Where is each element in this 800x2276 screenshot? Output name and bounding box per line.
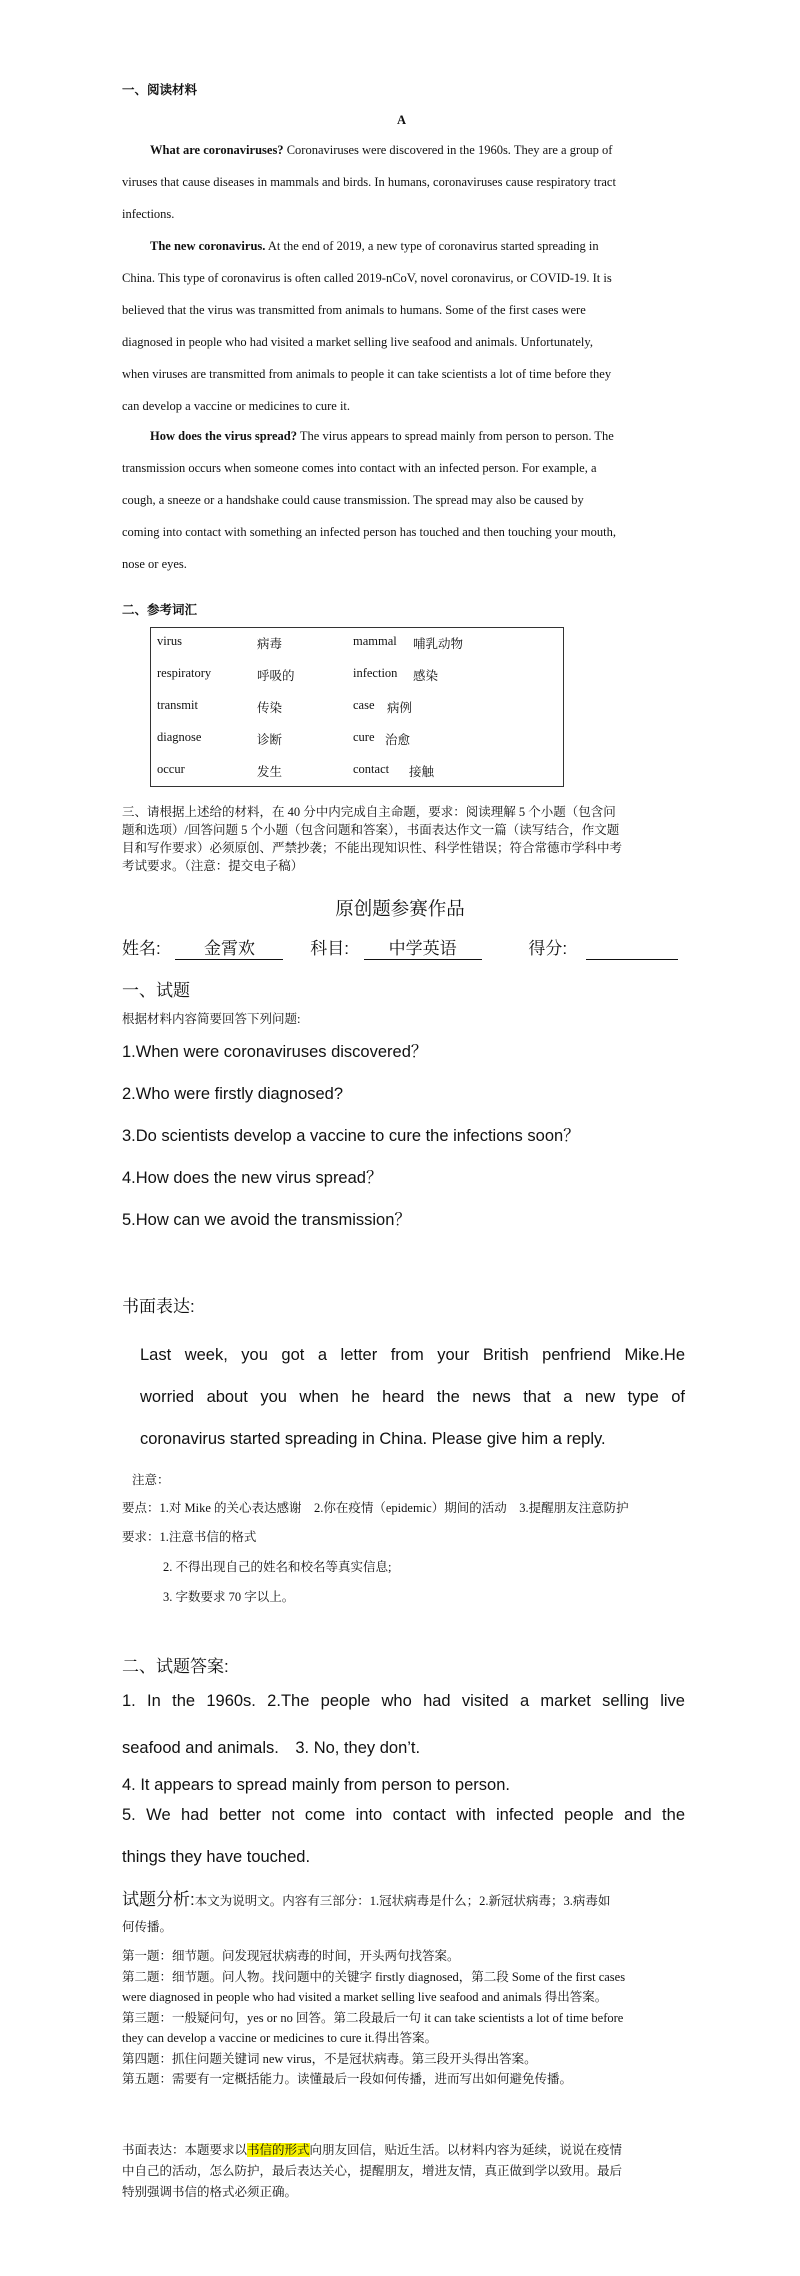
score-label: 得分: bbox=[528, 939, 568, 958]
analysis-intro-line: 何传播。 bbox=[122, 1920, 173, 1934]
points-line: 要点：1.对 Mike 的关心表达感谢 2.你在疫情（epidemic）期间的活动 3.提醒朋友注意防护 bbox=[122, 1501, 629, 1515]
analysis-line: 第三题：一般疑问句，yes or no 回答。第二段最后一句 it can take scientists a lot of time before bbox=[122, 2010, 624, 2025]
writing-line: worried about you when he heard the news that a new type of bbox=[140, 1388, 685, 1406]
vocab-en: infection bbox=[353, 666, 398, 680]
entry-meta bbox=[122, 934, 678, 960]
writing-title: 书面表达: bbox=[122, 1297, 195, 1316]
vocab-zh: 传染 bbox=[257, 701, 283, 715]
paragraph-3-line: nose or eyes. bbox=[122, 557, 187, 571]
requirement-line: 要求：1.注意书信的格式 bbox=[122, 1530, 257, 1544]
paragraph-1 bbox=[122, 134, 682, 230]
paragraph-2-line: China. This type of coronavirus is often called 2019-nCoV, novel coronavirus, or COVID-19. It is bbox=[122, 271, 612, 285]
answer-line: things they have touched. bbox=[122, 1848, 311, 1866]
writing-analysis-line: 特别强调书信的格式必须正确。 bbox=[122, 2185, 298, 2199]
vocab-zh: 感染 bbox=[413, 669, 439, 683]
vocab-zh: 病毒 bbox=[257, 637, 283, 651]
questions-title: 一、试题 bbox=[122, 981, 190, 1000]
question: 3.Do scientists develop a vaccine to cure the infections soon？ bbox=[122, 1127, 580, 1145]
vocab-en: transmit bbox=[157, 698, 198, 712]
name-value: 金霄欢 bbox=[175, 934, 283, 960]
vocab-en: virus bbox=[157, 634, 182, 648]
paragraph-2-line: believed that the virus was transmitted from animals to humans. Some of the first cases were bbox=[122, 303, 586, 317]
answer-line: 1. In the 1960s. 2.The people who had visited a market selling live bbox=[122, 1692, 685, 1710]
answer-line: 5. We had better not come into contact with infected people and the bbox=[122, 1806, 685, 1824]
vocab-zh: 接触 bbox=[409, 765, 435, 779]
paragraph-1-lead: What are coronaviruses? bbox=[150, 143, 284, 157]
question: 4.How does the new virus spread？ bbox=[122, 1169, 383, 1187]
question: 1.When were coronaviruses discovered？ bbox=[122, 1043, 428, 1061]
paragraph-2 bbox=[122, 230, 682, 422]
writing-analysis-rest: 向朋友回信，贴近生活。以材料内容为延续，说说在疫情 bbox=[309, 2143, 623, 2157]
paragraph-2-lead: The new coronavirus. bbox=[150, 239, 266, 253]
answer-line: 4. It appears to spread mainly from person to person. bbox=[122, 1776, 510, 1794]
section2-title: 二、参考词汇 bbox=[122, 603, 198, 617]
questions-intro: 根据材料内容简要回答下列问题: bbox=[122, 1012, 301, 1026]
notice-label: 注意： bbox=[132, 1473, 170, 1487]
paragraph-2-line: At the end of 2019, a new type of coronavirus started spreading in bbox=[265, 239, 599, 253]
vocab-en: case bbox=[353, 698, 375, 712]
subject-value: 中学英语 bbox=[364, 934, 482, 960]
analysis-title: 试题分析: bbox=[122, 1890, 195, 1909]
writing-analysis bbox=[122, 2140, 692, 2203]
analysis-intro bbox=[122, 1890, 692, 1937]
instructions bbox=[122, 803, 692, 875]
analysis-line: 第四题：抓住问题关键词 new virus，不是冠状病毒。第三段开头得出答案。 bbox=[122, 2051, 537, 2066]
instruction-line: 题和选项）/回答问题 5 个小题（包含问题和答案），书面表达作文一篇（读写结合，作文题 bbox=[122, 823, 620, 837]
vocab-en: diagnose bbox=[157, 730, 202, 744]
paragraph-3-line: coming into contact with something an infected person has touched and then touching your mouth, bbox=[122, 525, 616, 539]
analysis-intro-line: 本文为说明文。内容有三部分：1.冠状病毒是什么；2.新冠状病毒；3.病毒如 bbox=[194, 1894, 611, 1908]
vocab-row bbox=[151, 730, 563, 750]
writing-analysis-line: 中自己的活动，怎么防护，最后表达关心，提醒朋友，增进友情，真正做到学以致用。最后 bbox=[122, 2164, 623, 2178]
paragraph-3-line: The virus appears to spread mainly from person to person. The bbox=[297, 429, 614, 443]
vocab-en: respiratory bbox=[157, 666, 212, 680]
vocab-row bbox=[151, 698, 563, 718]
analysis-line: they can develop a vaccine or medicines to cure it.得出答案。 bbox=[122, 2031, 438, 2045]
vocab-zh: 哺乳动物 bbox=[413, 637, 464, 651]
paragraph-1-line: viruses that cause diseases in mammals and birds. In humans, coronaviruses cause respiratory tract bbox=[122, 175, 616, 189]
paragraph-3-lead: How does the virus spread? bbox=[150, 429, 298, 443]
analysis-line: 第五题：需要有一定概括能力。读懂最后一段如何传播，进而写出如何避免传播。 bbox=[122, 2072, 573, 2086]
requirement-line: 2. 不得出现自己的姓名和校名等真实信息; bbox=[163, 1560, 392, 1574]
score-blank bbox=[586, 939, 678, 960]
vocab-zh: 病例 bbox=[387, 701, 413, 715]
analysis-line: 第一题：细节题。问发现冠状病毒的时间，开头两句找答案。 bbox=[122, 1949, 460, 1963]
writing-analysis-prefix: 书面表达：本题要求以 bbox=[122, 2143, 248, 2157]
instruction-line: 三、请根据上述给的材料，在 40 分中内完成自主命题，要求：阅读理解 5 个小题（包含问 bbox=[122, 805, 616, 819]
paragraph-3-line: cough, a sneeze or a handshake could cause transmission. The spread may also be caused by bbox=[122, 493, 584, 507]
passage-label: A bbox=[397, 113, 407, 127]
vocab-en: occur bbox=[157, 762, 185, 776]
question: 2.Who were firstly diagnosed? bbox=[122, 1085, 344, 1103]
analysis-details bbox=[122, 1946, 692, 2090]
analysis-line: were diagnosed in people who had visited a market selling live seafood and animals 得出答案。 bbox=[122, 1990, 608, 2004]
vocab-zh: 呼吸的 bbox=[257, 669, 295, 683]
vocab-zh: 发生 bbox=[257, 765, 283, 779]
writing-line: Last week, you got a letter from your British penfriend Mike.He bbox=[140, 1346, 685, 1364]
writing-prompt bbox=[140, 1334, 685, 1418]
answer-line: seafood and animals. 3. No, they don’t. bbox=[122, 1739, 421, 1757]
vocab-en: cure bbox=[353, 730, 375, 744]
instruction-line: 目和写作要求）必须原创、严禁抄袭；不能出现知识性、科学性错误；符合常德市学科中考 bbox=[122, 841, 623, 855]
vocab-table bbox=[150, 627, 564, 787]
answers-title: 二、试题答案: bbox=[122, 1657, 229, 1676]
highlighted-phrase: 书信的形式 bbox=[247, 2143, 310, 2157]
paragraph-2-line: can develop a vaccine or medicines to cure it. bbox=[122, 399, 351, 413]
vocab-en: contact bbox=[353, 762, 390, 776]
vocab-row bbox=[151, 762, 563, 782]
vocab-zh: 治愈 bbox=[385, 733, 411, 747]
writing-line: coronavirus started spreading in China. Please give him a reply. bbox=[140, 1430, 606, 1448]
analysis-line: 第二题：细节题。问人物。找问题中的关键字 firstly diagnosed，第二段 Some of the first cases bbox=[122, 1969, 626, 1984]
requirement-line: 3. 字数要求 70 字以上。 bbox=[163, 1590, 295, 1604]
paragraph-2-line: when viruses are transmitted from animals to people it can take scientists a lot of time before they bbox=[122, 367, 612, 381]
paragraph-1-line: Coronaviruses were discovered in the 1960s. They are a group of bbox=[283, 143, 613, 157]
vocab-row bbox=[151, 634, 563, 654]
entry-title: 原创题参赛作品 bbox=[335, 898, 465, 919]
vocab-zh: 诊断 bbox=[257, 733, 283, 747]
subject-label: 科目: bbox=[310, 939, 349, 958]
instruction-line: 考试要求。（注意：提交电子稿） bbox=[122, 859, 304, 873]
vocab-en: mammal bbox=[353, 634, 397, 648]
paragraph-1-line: infections. bbox=[122, 207, 175, 221]
section1-title: 一、阅读材料 bbox=[122, 83, 198, 97]
vocab-row bbox=[151, 666, 563, 686]
name-label: 姓名: bbox=[122, 939, 161, 958]
paragraph-3-line: transmission occurs when someone comes into contact with an infected person. For example, a bbox=[122, 461, 597, 475]
paragraph-2-line: diagnosed in people who had visited a market selling live seafood and animals. Unfortunately, bbox=[122, 335, 593, 349]
paragraph-3 bbox=[122, 420, 682, 580]
question: 5.How can we avoid the transmission？ bbox=[122, 1211, 411, 1229]
